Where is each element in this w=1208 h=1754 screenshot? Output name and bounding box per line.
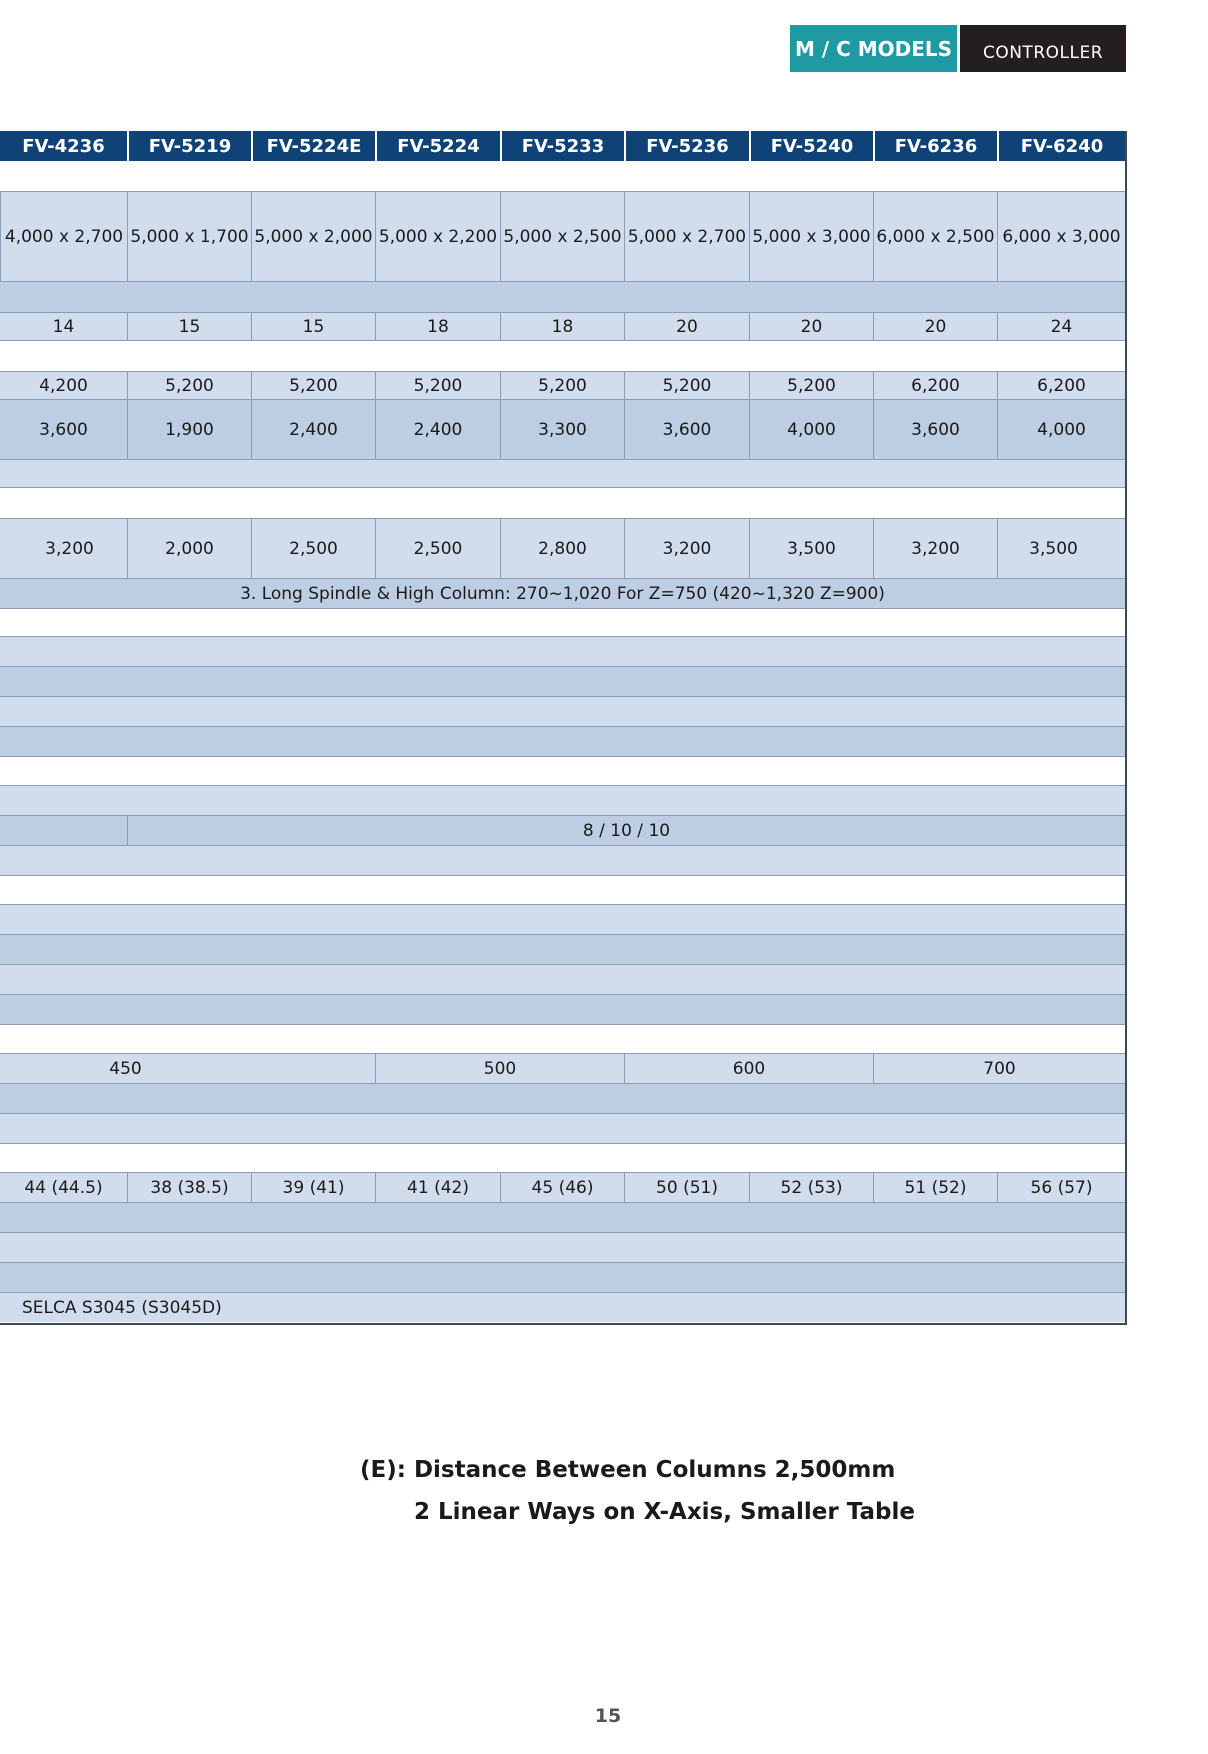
table-cell: 3,200 [45, 538, 94, 559]
spacer-row [0, 757, 1127, 786]
tool-value: 8 / 10 / 10 [127, 816, 1125, 845]
table-cell: 20 [624, 313, 749, 340]
blank-row [0, 995, 1127, 1025]
table-cell: 4,000 [749, 400, 873, 459]
model-header: FV-4236 [22, 135, 105, 157]
span-row [0, 1054, 1127, 1084]
controller-tag: CONTROLLER [960, 25, 1126, 72]
table-cell: 5,200 [624, 372, 749, 399]
table-cell: 5,200 [375, 372, 500, 399]
table-cell: 5,000 x 1,700 [127, 192, 251, 281]
spacer-row [0, 1144, 1127, 1173]
table-cell: 4,000 [997, 400, 1125, 459]
tool-row [0, 816, 1127, 846]
table-cell: 3,600 [39, 419, 88, 440]
blank-row [0, 460, 1127, 488]
model-header: FV-5224E [251, 131, 375, 161]
controller-value: SELCA S3045 (S3045D) [22, 1297, 222, 1318]
blank-row [0, 1203, 1127, 1233]
table-cell: 2,400 [375, 400, 500, 459]
table-cell: 20 [873, 313, 997, 340]
blank-row [0, 1084, 1127, 1114]
blank-row [0, 1263, 1127, 1293]
table-cell: 500 [375, 1054, 624, 1083]
table-cell: 5,000 x 3,000 [749, 192, 873, 281]
table-cell: 2,800 [500, 519, 624, 578]
blank-row [0, 1233, 1127, 1263]
table-cell: 18 [375, 313, 500, 340]
table-cell: 3,200 [873, 519, 997, 578]
spacer-row [0, 488, 1127, 519]
model-header: FV-5219 [127, 131, 251, 161]
blank-row [0, 965, 1127, 995]
table-cell: 45 (46) [500, 1173, 624, 1202]
table-cell: 38 (38.5) [127, 1173, 251, 1202]
blank-row [0, 697, 1127, 727]
table-cell: 3,600 [624, 400, 749, 459]
blank-row [0, 637, 1127, 667]
spacer-row [0, 1025, 1127, 1054]
model-header: FV-5233 [500, 131, 624, 161]
table-bottom-border [0, 1323, 1127, 1325]
table-cell: 44 (44.5) [24, 1177, 103, 1198]
row-a [0, 313, 1127, 341]
table-cell: 6,000 x 3,000 [997, 192, 1125, 281]
model-header: FV-5240 [749, 131, 873, 161]
page-number: 15 [594, 1705, 622, 1727]
spacer-row [0, 161, 1127, 192]
table-cell: 3,200 [624, 519, 749, 578]
table-cell: 450 [109, 1058, 142, 1079]
model-header: FV-6240 [997, 131, 1125, 161]
model-header: FV-5236 [624, 131, 749, 161]
table-cell: 6,200 [997, 372, 1125, 399]
spacer-row [0, 876, 1127, 905]
table-cell: 3,300 [500, 400, 624, 459]
table-cell: 2,000 [127, 519, 251, 578]
blank-row [0, 667, 1127, 697]
table-cell: 15 [127, 313, 251, 340]
table-cell: 51 (52) [873, 1173, 997, 1202]
spacer-row [0, 341, 1127, 372]
table-cell: 20 [749, 313, 873, 340]
row-b [0, 372, 1127, 400]
table-cell: 3,500 [749, 519, 873, 578]
table-cell: 1,900 [127, 400, 251, 459]
table-size-row [0, 192, 1127, 282]
spindle-note-row [0, 579, 1127, 609]
table-cell: 24 [997, 313, 1125, 340]
controller-row [0, 1293, 1127, 1322]
table-cell: 15 [251, 313, 375, 340]
table-cell: 6,000 x 2,500 [873, 192, 997, 281]
table-cell: 50 (51) [624, 1173, 749, 1202]
blank-row [0, 1114, 1127, 1144]
table-cell: 5,000 x 2,700 [624, 192, 749, 281]
table-cell: 2,500 [251, 519, 375, 578]
blank-row [0, 786, 1127, 816]
model-header: FV-6236 [873, 131, 997, 161]
table-cell: 2,500 [375, 519, 500, 578]
table-cell: 14 [52, 316, 75, 337]
table-cell: 5,000 x 2,500 [500, 192, 624, 281]
model-header-row [0, 131, 1127, 161]
table-cell: 700 [873, 1054, 1125, 1083]
table-cell: 5,200 [127, 372, 251, 399]
table-cell: 4,200 [39, 375, 88, 396]
table-cell: 56 (57) [997, 1173, 1125, 1202]
footnote-line-2: 2 Linear Ways on X-Axis, Smaller Table [414, 1499, 915, 1525]
table-cell: 5,200 [749, 372, 873, 399]
footnote-line-1: (E): Distance Between Columns 2,500mm [360, 1457, 896, 1483]
blank-row [0, 846, 1127, 876]
spacer-row [0, 609, 1127, 637]
blank-row [0, 935, 1127, 965]
table-cell: 600 [624, 1054, 873, 1083]
table-cell: 5,200 [500, 372, 624, 399]
row-d [0, 519, 1127, 579]
row-c [0, 400, 1127, 460]
table-cell: 5,200 [251, 372, 375, 399]
spindle-note: 3. Long Spindle & High Column: 270~1,020 For Z=750 (420~1,320 Z=900) [240, 583, 885, 604]
table-right-border [1125, 131, 1127, 1324]
mc-models-tag: M / C MODELS [790, 25, 957, 72]
table-cell: 52 (53) [749, 1173, 873, 1202]
table-cell: 3,500 [997, 519, 1125, 578]
table-cell: 5,000 x 2,200 [375, 192, 500, 281]
blank-row [0, 282, 1127, 313]
weight-row [0, 1173, 1127, 1203]
table-cell: 6,200 [873, 372, 997, 399]
blank-row [0, 905, 1127, 935]
table-cell: 18 [500, 313, 624, 340]
blank-row [0, 727, 1127, 757]
table-cell: 4,000 x 2,700 [0, 192, 127, 281]
table-cell: 2,400 [251, 400, 375, 459]
model-header: FV-5224 [375, 131, 500, 161]
table-cell: 41 (42) [375, 1173, 500, 1202]
table-cell: 39 (41) [251, 1173, 375, 1202]
spec-table [0, 131, 1127, 1322]
table-cell: 5,000 x 2,000 [251, 192, 375, 281]
table-cell: 3,600 [873, 400, 997, 459]
